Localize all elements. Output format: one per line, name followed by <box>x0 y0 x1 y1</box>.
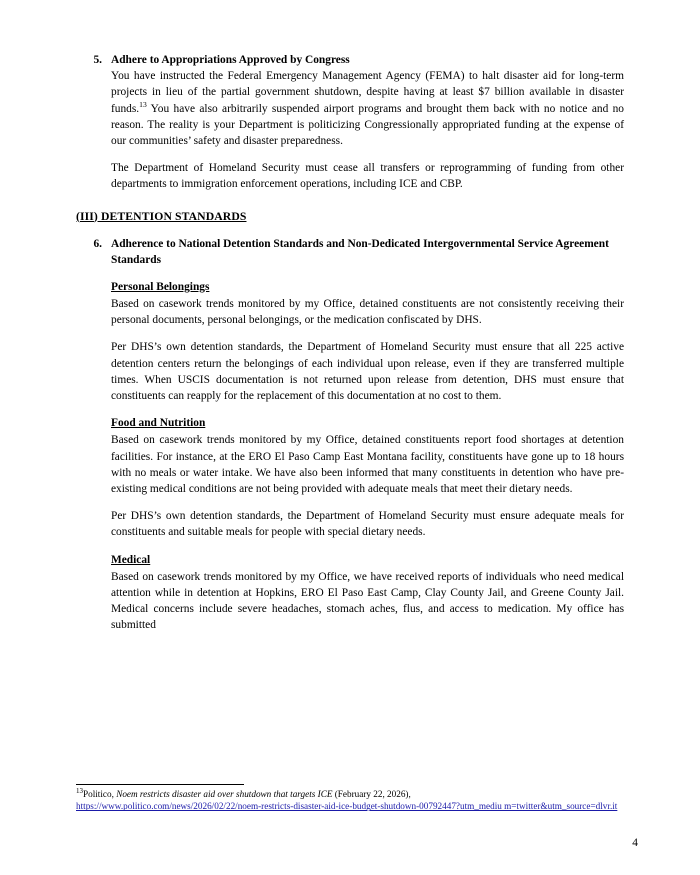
paragraph-5-1-text-b: You have also arbitrarily suspended airport programs and brought them back with no notice and no reason. The reality is your Department is politicizing Congressionally appropriated funding at the expense of our communities’ safety and disaster preparedness. <box>111 102 624 147</box>
list-item-5-paragraph-2: The Department of Homeland Security must cease all transfers or reprogramming of funding from other departments to immigration enforcement operations, including ICE and CBP. <box>111 162 624 191</box>
footnote-source: Politico, <box>83 788 117 799</box>
footnote-date: (February 22, 2026), <box>332 788 411 799</box>
list-item-6-heading: Adherence to National Detention Standards and Non-Dedicated Intergovernmental Service Agreement Standards <box>111 237 609 266</box>
footnote-area <box>76 784 640 813</box>
subsection-personal-belongings-paragraph-1: Based on casework trends monitored by my Office, detained constituents are not consistently receiving their personal documents, personal belongings, or the medication confiscated by DHS. <box>111 298 624 327</box>
subsection-medical-title: Medical <box>111 553 151 566</box>
list-item-6-number: 6. <box>93 237 102 250</box>
list-item-5-paragraph-1 <box>111 68 624 149</box>
subsection-personal-belongings-paragraph-2: Per DHS’s own detention standards, the Department of Homeland Security must ensure that all 225 active detention centers return the belongings of each individual upon release, even if they are transferred multiple times. When USCIS documentation is not returned upon release from detention, DHS must ensure that constituents can reapply for the replacement of this documentation at no cost to them. <box>111 341 624 402</box>
subsection-food-and-nutrition-paragraph-2: Per DHS’s own detention standards, the Department of Homeland Security must ensure adequate meals for constituents and suitable meals for people with special dietary needs. <box>111 510 624 539</box>
footnote-marker-13: 13 <box>139 99 147 109</box>
list-item-6 <box>76 236 624 634</box>
subsection-personal-belongings-title: Personal Belongings <box>111 280 210 293</box>
footnote-title: Noem restricts disaster aid over shutdown that targets ICE <box>116 788 333 799</box>
list-item-5-number: 5. <box>93 54 102 66</box>
spacer <box>111 268 624 279</box>
subsection-food-and-nutrition-title: Food and Nutrition <box>111 417 206 430</box>
paragraph-5-1-text-a: You have instructed the Federal Emergency Management Agency (FEMA) to halt disaster aid for long-term projects in lieu of the partial government shutdown, despite having at least $7 billion available in disaster funds. <box>111 70 624 115</box>
spacer <box>111 541 624 552</box>
list-item-5 <box>76 52 624 193</box>
footnote-13 <box>76 788 640 813</box>
footnote-divider <box>76 784 244 785</box>
list-item-5-heading: Adhere to Appropriations Approved by Congress <box>111 54 350 66</box>
footnote-number: 13 <box>76 786 83 795</box>
footnote-link[interactable]: https://www.politico.com/news/2026/02/22/noem-restricts-disaster-aid-ice-budget-shutdown-00792447?utm_mediu m=twitter&utm_source=dlvr.it <box>76 801 618 812</box>
page-number: 4 <box>632 837 638 849</box>
subsection-food-and-nutrition-paragraph-1: Based on casework trends monitored by my Office, detained constituents report food shortages at detention facilities. For instance, at the ERO El Paso Camp East Montana facility, constituents have gone up to 18 hours with no meals or water intake. We have also been informed that many constituents in detention who have pre-existing medical conditions are not being provided with adequate meals that meet their dietary needs. <box>111 434 624 495</box>
subsection-food-and-nutrition <box>111 415 624 540</box>
subsection-medical <box>111 552 624 634</box>
spacer <box>111 404 624 415</box>
list-item-6-body <box>111 236 624 634</box>
list-item-5-body <box>111 52 624 193</box>
section-heading-detention-standards: (III) DETENTION STANDARDS <box>76 209 247 223</box>
subsection-personal-belongings <box>111 279 624 404</box>
subsection-medical-paragraph-1: Based on casework trends monitored by my Office, we have received reports of individuals who need medical attention while in detention at Hopkins, ERO El Paso East Camp, Clay County Jail, and Greene County Jail. Medical concerns include severe headaches, stomach aches, flus, and access to medication. My office has submitted <box>111 570 624 632</box>
